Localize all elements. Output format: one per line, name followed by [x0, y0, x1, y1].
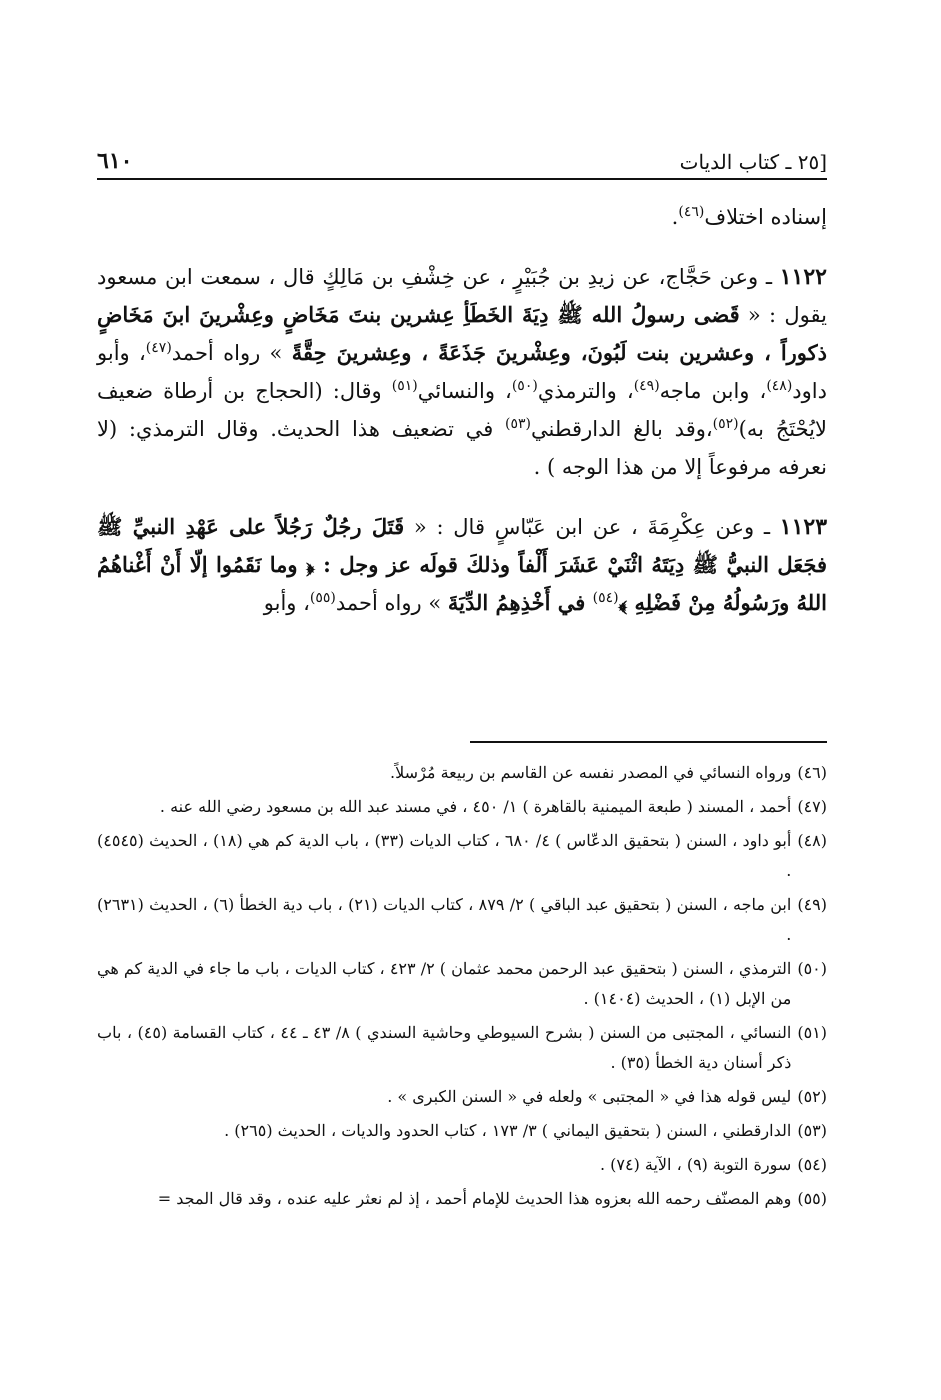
footnote-text: أحمد ، المسند ( طبعة الميمنية بالقاهرة ) ١/ ٤٥٠ ، في مسند عبد الله بن مسعود رضي الله عنه .: [159, 797, 792, 816]
footnote-number: (٤٦): [797, 763, 827, 782]
footnote-number: (٤٨): [797, 831, 827, 850]
footnote-text: سورة التوبة (٩) ، الآية (٧٤) .: [599, 1155, 792, 1174]
hadith-text: ، وأبو داود: [97, 341, 827, 403]
footnote-number: (٥٠): [797, 959, 827, 978]
intro-paragraph: إسناده اختلاف$^{(٤٦)}$.: [671, 204, 827, 229]
footnote-ref: (٤٩): [633, 378, 660, 394]
footnote: [97, 954, 827, 1014]
page-number: ٦١٠: [97, 148, 133, 174]
footnote-text: وهم المصنّف رحمه الله بعزوه هذا الحديث للإمام أحمد ، إذ لم نعثر عليه عنده ، وقد قال المجد =: [157, 1189, 792, 1208]
footnote: [97, 1082, 827, 1112]
footnote-ref: (٥٣): [505, 416, 531, 432]
footnote-ref: (٤٨): [766, 378, 793, 394]
footnote-ref: (٤٦): [678, 204, 705, 220]
footnote-text: ابن ماجه ، السنن ( بتحقيق عبد الباقي ) ٢/ ٨٧٩ ، كتاب الديات (٢١) ، باب دية الخطأ (٦) ، الحديث (٢٦٣١) .: [97, 895, 792, 944]
footnote-text: النسائي ، المجتبى من السنن ( بشرح السيوطي وحاشية السندي ) ٨/ ٤٣ ـ ٤٤ ، كتاب القسامة (٤٥) ، باب ذكر أسنان دية الخطأ (٣٥) .: [97, 1023, 792, 1072]
footnote-ref: (٥٢): [712, 416, 739, 432]
footnote: [97, 890, 827, 950]
hadith-text: ، والنسائي: [417, 379, 512, 403]
hadith-text: ـ وعن حَجَّاج، عن زيدِ بن جُبَيْرٍ ، عن خِشْفِ بن مَالِكٍ قال ، سمعت ابن مسعود يقول : «: [97, 265, 827, 327]
intro-line: إسناده اختلاف: [704, 205, 827, 229]
footnote-number: (٤٩): [797, 895, 827, 914]
footnote-text: أبو داود ، السنن ( بتحقيق الدعّاس ) ٤/ ٦٨٠ ، كتاب الديات (٣٣) ، باب الدية كم هي (١٨) ، الحديث (٤٥٤٥) .: [97, 831, 792, 880]
footnote-ref: (٥٠): [511, 378, 538, 394]
hadith-text: ، وابن ماجه: [659, 379, 767, 403]
footnote: [97, 758, 827, 788]
footnote-ref: (٥٥): [309, 590, 336, 606]
footnote-text: الترمذي ، السنن ( بتحقيق عبد الرحمن محمد عثمان ) ٢/ ٤٢٣ ، كتاب الديات ، باب ما جاء في الدية كم هي من الإبل (١) ، الحديث (١٤٠٤) .: [97, 959, 792, 1008]
running-title: [٢٥ ـ كتاب الديات: [679, 150, 827, 174]
footnote-text: الدارقطني ، السنن ( بتحقيق اليماني ) ٣/ ١٧٣ ، كتاب الحدود والديات ، الحديث (٢٦٥) .: [224, 1121, 792, 1140]
footnote-number: (٥٢): [797, 1087, 827, 1106]
hadith-text: ،وقد بالغ الدارقطني: [530, 417, 713, 441]
hadith-1122: [97, 258, 827, 486]
hadith-quote: في أَخْذِهِمُ الدِّيَةَ: [447, 590, 593, 615]
hadith-number: ١١٢٢: [779, 264, 827, 290]
footnote: [97, 1184, 827, 1214]
footnote-number: (٥٣): [797, 1121, 827, 1140]
footnote-ref: (٤٧): [145, 340, 172, 356]
footnote-ref: (٥١): [391, 378, 418, 394]
footnote: [97, 1018, 827, 1078]
footnote-number: (٥٥): [797, 1189, 827, 1208]
header-rule: [97, 178, 827, 180]
hadith-quote: قَضى رسولُ الله ﷺ دِيَةَ الخَطَأِ عِشرين بنتَ مَخَاضٍ وعِشْرينَ ابنَ مَخَاضٍ ذكوراً ، وعشرين بنت لَبُونَ، وعِشْرينَ جَذَعَةً ، وعِشرينَ حِقَّةً: [97, 302, 827, 365]
footnote: [97, 792, 827, 822]
hadith-1123: [97, 508, 827, 622]
hadith-number: ١١٢٣: [779, 514, 828, 540]
footnote-ref: (٥٤): [592, 590, 619, 606]
hadith-text: ـ وعن عِكْرِمَةَ ، عن ابن عَبّاسٍ قال : «: [404, 515, 780, 539]
footnote-number: (٥٤): [797, 1155, 827, 1174]
hadith-text: وقال: (الحجاج بن أرطاة ضعيف لايُحْتَجُ به): [97, 379, 827, 441]
footnote-text: ليس قوله هذا في « المجتبى » ولعله في « السنن الكبرى » .: [387, 1087, 792, 1106]
footnote-text: ورواه النسائي في المصدر نفسه عن القاسم بن ربيعة مُرْسلاً.: [390, 763, 792, 782]
footnote: [97, 1150, 827, 1180]
main-text: [97, 198, 827, 644]
hadith-quote: قَتَلَ رجُلٌ رَجُلاً على عَهْدِ النبيِّ ﷺ فجَعَل النبيُّ ﷺ دِيَتَهُ اثْنَيْ عَشَرَ أَلْفاً وذلكَ قولَه عز وجل : ﴿ وما نَقَمُوا إلّا أَنْ أَغْناهُمُ اللهُ ورَسُولُهُ مِنْ فَضْلِهِ ﴾: [97, 514, 827, 615]
footnote-number: (٥١): [797, 1023, 827, 1042]
footnote-number: (٤٧): [797, 797, 827, 816]
footnote: [97, 1116, 827, 1146]
hadith-text: في تضعيف هذا الحديث. وقال الترمذي: (لا نعرفه مرفوعاً إلا من هذا الوجه ) .: [97, 417, 827, 479]
footnote-rule: [470, 741, 827, 743]
page-header: [97, 138, 827, 174]
footnote: [97, 826, 827, 886]
hadith-text: » رواه أحمد: [171, 341, 292, 365]
hadith-text: ، وأبو: [263, 591, 310, 615]
footnotes: [97, 758, 827, 1218]
hadith-text: » رواه أحمد: [335, 591, 448, 615]
hadith-text: ، والترمذي: [537, 379, 634, 403]
